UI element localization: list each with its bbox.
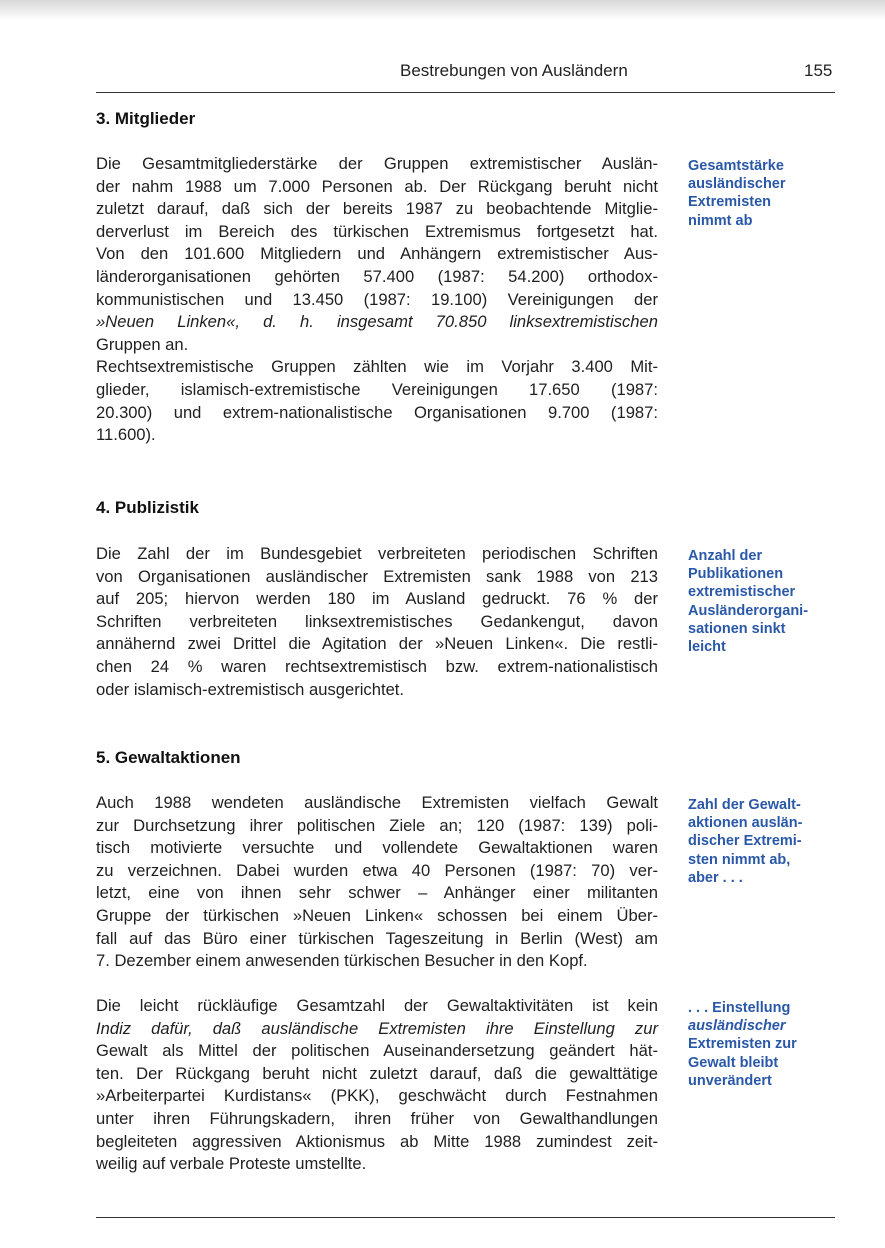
text-line: oder islamisch-extremistisch ausgerichtet. [96, 679, 405, 699]
text-line: chen 24 % waren rechtsextremistisch bzw. extrem-nationalistisch [96, 656, 658, 676]
paragraph-mitglieder [96, 153, 658, 447]
text-line: Indiz dafür, daß ausländische Extremisten ihre Einstellung zur [96, 1018, 658, 1038]
text-line: zu verzeichnen. Dabei wurden etwa 40 Personen (1987: 70) ver- [96, 860, 658, 880]
margin-note-line: Gewalt bleibt [688, 1054, 779, 1071]
margin-note-line: nimmt ab [688, 212, 753, 229]
footer-rule [96, 1217, 835, 1218]
text-line: kommunistischen und 13.450 (1987: 19.100) Vereinigungen der [96, 289, 658, 309]
text-line: zuletzt darauf, daß sich der bereits 1987 zu beobachtende Mitglie- [96, 199, 658, 219]
text-line: tisch motivierte versuchte und vollendete Gewaltaktionen waren [96, 838, 658, 858]
margin-note-publizistik [688, 547, 848, 656]
text-line: weilig auf verbale Proteste umstellte. [96, 1154, 367, 1174]
scan-top-edge [0, 0, 885, 20]
section-heading-publizistik: 4. Publizistik [96, 498, 199, 517]
margin-note-line: Gesamtstärke [688, 158, 784, 174]
text-line: begleiteten aggressiven Aktionismus ab Mitte 1988 zumindest zeit- [96, 1131, 658, 1151]
paragraph-gewaltaktionen-1 [96, 792, 658, 973]
text-line: ten. Der Rückgang beruht nicht zuletzt darauf, daß die gewalttätige [96, 1063, 658, 1083]
text-line: unter ihren Führungskadern, ihren früher von Gewalthandlungen [96, 1108, 658, 1128]
section-heading-mitglieder: 3. Mitglieder [96, 109, 196, 128]
text-line: auf 205; hiervon werden 180 im Ausland gedruckt. 76 % der [96, 589, 658, 609]
margin-note-line: Extremisten [688, 194, 772, 211]
text-line: Auch 1988 wendeten ausländische Extremisten vielfach Gewalt [96, 793, 658, 812]
margin-note-line: Anzahl der [688, 548, 763, 564]
text-line: von Organisationen ausländischer Extremisten sank 1988 von 213 [96, 566, 658, 586]
page-number: 155 [804, 61, 833, 80]
margin-note-line: aktionen auslän- [688, 815, 803, 832]
margin-note-line: unverändert [688, 1072, 772, 1089]
text-line: 20.300) und extrem-nationalistische Organisationen 9.700 (1987: [96, 402, 658, 422]
text-line: 7. Dezember einem anwesenden türkischen Besucher in den Kopf. [96, 951, 588, 971]
margin-note-line: Ausländerorgani- [688, 602, 809, 619]
margin-note-line: aber . . . [688, 869, 743, 886]
text-line: Rechtsextremistische Gruppen zählten wie im Vorjahr 3.400 Mit- [96, 357, 658, 377]
text-line: letzt, eine von ihnen sehr schwer – Anhänger einer militanten [96, 883, 658, 903]
header-rule [96, 92, 835, 93]
text-line: Die Zahl der im Bundesgebiet verbreiteten periodischen Schriften [96, 544, 658, 563]
text-line: glieder, islamisch-extremistische Vereinigungen 17.650 (1987: [96, 379, 658, 399]
margin-note-gewaltaktionen-1 [688, 796, 848, 887]
text-line: Schriften verbreiteten linksextremistisches Gedankengut, davon [96, 611, 658, 631]
text-line: Von den 101.600 Mitgliedern und Anhängern extremistischer Aus- [96, 244, 658, 264]
paragraph-gewaltaktionen-2 [96, 995, 658, 1176]
margin-note-line: Publikationen [688, 566, 784, 583]
text-line: zur Durchsetzung ihrer politischen Ziele an; 120 (1987: 139) poli- [96, 815, 658, 835]
text-line: annähernd zwei Drittel die Agitation der »Neuen Linken«. Die restli- [96, 634, 658, 654]
text-line: Gewalt als Mittel der politischen Auseinandersetzung geändert hät- [96, 1041, 658, 1061]
margin-note-line: leicht [688, 639, 726, 656]
text-line: länderorganisationen gehörten 57.400 (1987: 54.200) orthodox- [96, 266, 658, 286]
text-line: der nahm 1988 um 7.000 Personen ab. Der Rückgang beruht nicht [96, 176, 658, 196]
running-header-title: Bestrebungen von Ausländern [400, 61, 628, 80]
margin-note-line: . . . Einstellung [688, 1000, 791, 1016]
text-line: »Neuen Linken«, d. h. insgesamt 70.850 linksextremistischen [96, 312, 658, 332]
section-heading-gewaltaktionen: 5. Gewaltaktionen [96, 748, 241, 767]
margin-note-line: ausländischer [688, 176, 786, 193]
margin-note-line: extremistischer [688, 584, 796, 601]
margin-note-mitglieder [688, 157, 848, 230]
text-line: Gruppe der türkischen »Neuen Linken« schossen bei einem Über- [96, 905, 658, 925]
margin-note-line: discher Extremi- [688, 833, 802, 850]
margin-note-line: sten nimmt ab, [688, 851, 791, 868]
paragraph-publizistik [96, 543, 658, 701]
margin-note-line: ausländischer [688, 1018, 786, 1035]
text-line: Die leicht rückläufige Gesamtzahl der Gewaltaktivitäten ist kein [96, 996, 658, 1015]
text-line: »Arbeiterpartei Kurdistans« (PKK), geschwächt durch Festnahmen [96, 1086, 658, 1106]
text-line: fall auf das Büro einer türkischen Tageszeitung in Berlin (West) am [96, 928, 658, 948]
margin-note-gewaltaktionen-2 [688, 999, 848, 1090]
text-line: derverlust im Bereich des türkischen Extremismus fortgesetzt hat. [96, 221, 658, 241]
text-line: Die Gesamtmitgliederstärke der Gruppen extremistischer Auslän- [96, 154, 658, 173]
text-line: 11.600). [96, 425, 156, 445]
margin-note-line: Zahl der Gewalt- [688, 797, 801, 813]
text-line: Gruppen an. [96, 334, 189, 354]
margin-note-line: sationen sinkt [688, 620, 786, 637]
margin-note-line: Extremisten zur [688, 1036, 797, 1053]
